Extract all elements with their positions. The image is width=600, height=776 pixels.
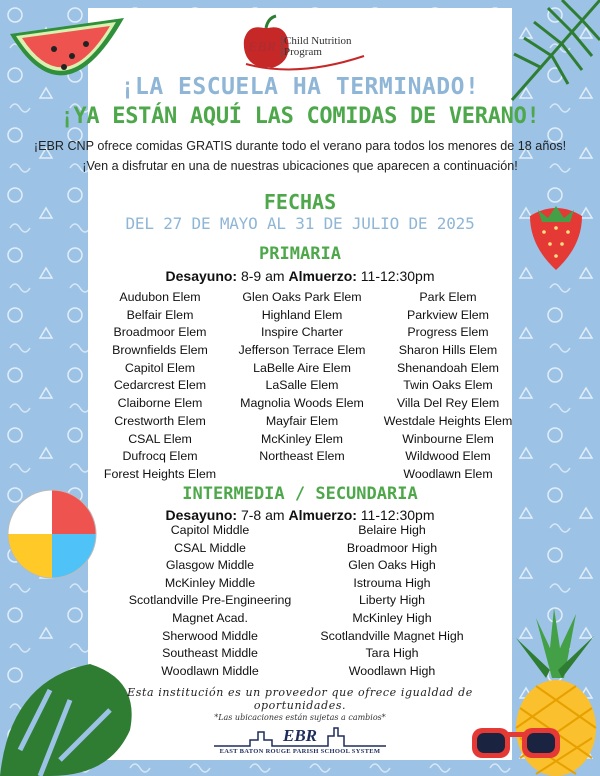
list-item: Audubon Elem bbox=[119, 290, 201, 304]
list-item: Parkview Elem bbox=[407, 307, 489, 322]
secundaria-column-2 bbox=[292, 522, 492, 680]
headline-school-over: ¡LA ESCUELA HA TERMINADO! bbox=[120, 74, 480, 100]
list-item: Highland Elem bbox=[261, 307, 343, 322]
primaria-heading: PRIMARIA bbox=[259, 244, 341, 264]
list-item: Magnet Acad. bbox=[172, 610, 248, 625]
list-item: Scotlandville Magnet High bbox=[320, 628, 464, 643]
list-item: McKinley Elem bbox=[261, 431, 343, 446]
list-item: LaBelle Aire Elem bbox=[253, 360, 351, 375]
list-item: Woodlawn Elem bbox=[403, 466, 493, 481]
list-item: Westdale Heights Elem bbox=[383, 413, 513, 428]
list-item: CSAL Middle bbox=[174, 540, 246, 555]
list-item: Capitol Elem bbox=[124, 360, 196, 375]
list-item: Progress Elem bbox=[407, 325, 489, 340]
list-item: Sharon Hills Elem bbox=[398, 343, 498, 358]
district-name: EAST BATON ROUGE PARISH SCHOOL SYSTEM bbox=[219, 748, 381, 755]
list-item: Forest Heights Elem bbox=[103, 466, 217, 481]
list-item: Claiborne Elem bbox=[117, 396, 203, 411]
headline-summer-meals: ¡YA ESTÁN AQUÍ LAS COMIDAS DE VERANO! bbox=[60, 104, 540, 129]
list-item: Woodlawn Middle bbox=[161, 663, 259, 678]
list-item: LaSalle Elem bbox=[265, 378, 339, 393]
primaria-meal-times: Desayuno: 8-9 am Almuerzo: 11-12:30pm bbox=[165, 268, 435, 284]
list-item: Belfair Elem bbox=[126, 307, 194, 322]
secundaria-meal-times: Desayuno: 7-8 am Almuerzo: 11-12:30pm bbox=[165, 507, 435, 523]
list-item: Villa Del Rey Elem bbox=[396, 396, 500, 411]
list-item: CSAL Elem bbox=[128, 431, 192, 446]
primaria-column-1 bbox=[78, 289, 242, 484]
list-item: Tara High bbox=[365, 646, 419, 661]
secundaria-column-1 bbox=[100, 522, 320, 680]
list-item: Wildwood Elem bbox=[405, 449, 491, 464]
logo-program-name: Child Nutrition Program bbox=[284, 35, 352, 58]
list-item: Scotlandville Pre-Engineering bbox=[128, 593, 292, 608]
list-item: Park Elem bbox=[419, 290, 477, 304]
list-item: Belaire High bbox=[358, 523, 426, 537]
list-item: Woodlawn High bbox=[348, 663, 436, 678]
list-item: Istrouma High bbox=[353, 575, 431, 590]
list-item: Twin Oaks Elem bbox=[403, 378, 493, 393]
list-item: Crestworth Elem bbox=[114, 413, 206, 428]
list-item: Dufrocq Elem bbox=[122, 449, 198, 464]
list-item: Jefferson Terrace Elem bbox=[238, 343, 366, 358]
locations-subject-to-change-note: *Las ubicaciones están sujetas a cambios* bbox=[214, 713, 386, 722]
list-item: Northeast Elem bbox=[259, 449, 345, 464]
secundaria-heading: INTERMEDIA / SECUNDARIA bbox=[182, 484, 418, 504]
list-item: Cedarcrest Elem bbox=[113, 378, 207, 393]
list-item: McKinley High bbox=[352, 610, 432, 625]
logo-brand: EBR bbox=[248, 40, 277, 55]
intro-text: ¡EBR CNP ofrece comidas GRATIS durante todo el verano para todos los menores de 18 años! ¡Ven a disfrutar en una de nuestras ubicaciones que aparecen a continuación! bbox=[33, 139, 567, 173]
list-item: Capitol Middle bbox=[170, 523, 250, 537]
list-item: Southeast Middle bbox=[162, 646, 258, 661]
list-item: Broadmoor High bbox=[346, 540, 438, 555]
district-brand: EBR bbox=[282, 726, 318, 745]
list-item: Glen Oaks High bbox=[348, 558, 436, 573]
list-item: Brownfields Elem bbox=[112, 343, 208, 358]
equal-opportunity-statement: Esta institución es un proveedor que ofrece igualdad de oportunidades. bbox=[127, 686, 473, 712]
list-item: Shenandoah Elem bbox=[397, 360, 499, 375]
dates-heading: FECHAS bbox=[263, 190, 337, 214]
list-item: Magnolia Woods Elem bbox=[240, 396, 364, 411]
primaria-column-3 bbox=[368, 289, 528, 484]
list-item: Mayfair Elem bbox=[265, 413, 339, 428]
list-item: McKinley Middle bbox=[164, 575, 256, 590]
list-item: Inspire Charter bbox=[261, 325, 343, 340]
list-item: Glen Oaks Park Elem bbox=[242, 290, 362, 304]
date-range: DEL 27 DE MAYO AL 31 DE JULIO DE 2025 bbox=[125, 214, 475, 233]
primaria-column-2 bbox=[222, 289, 382, 466]
list-item: Sherwood Middle bbox=[162, 628, 258, 643]
list-item: Winbourne Elem bbox=[402, 431, 494, 446]
list-item: Glasgow Middle bbox=[165, 558, 255, 573]
list-item: Broadmoor Elem bbox=[113, 325, 207, 340]
list-item: Liberty High bbox=[358, 593, 426, 608]
